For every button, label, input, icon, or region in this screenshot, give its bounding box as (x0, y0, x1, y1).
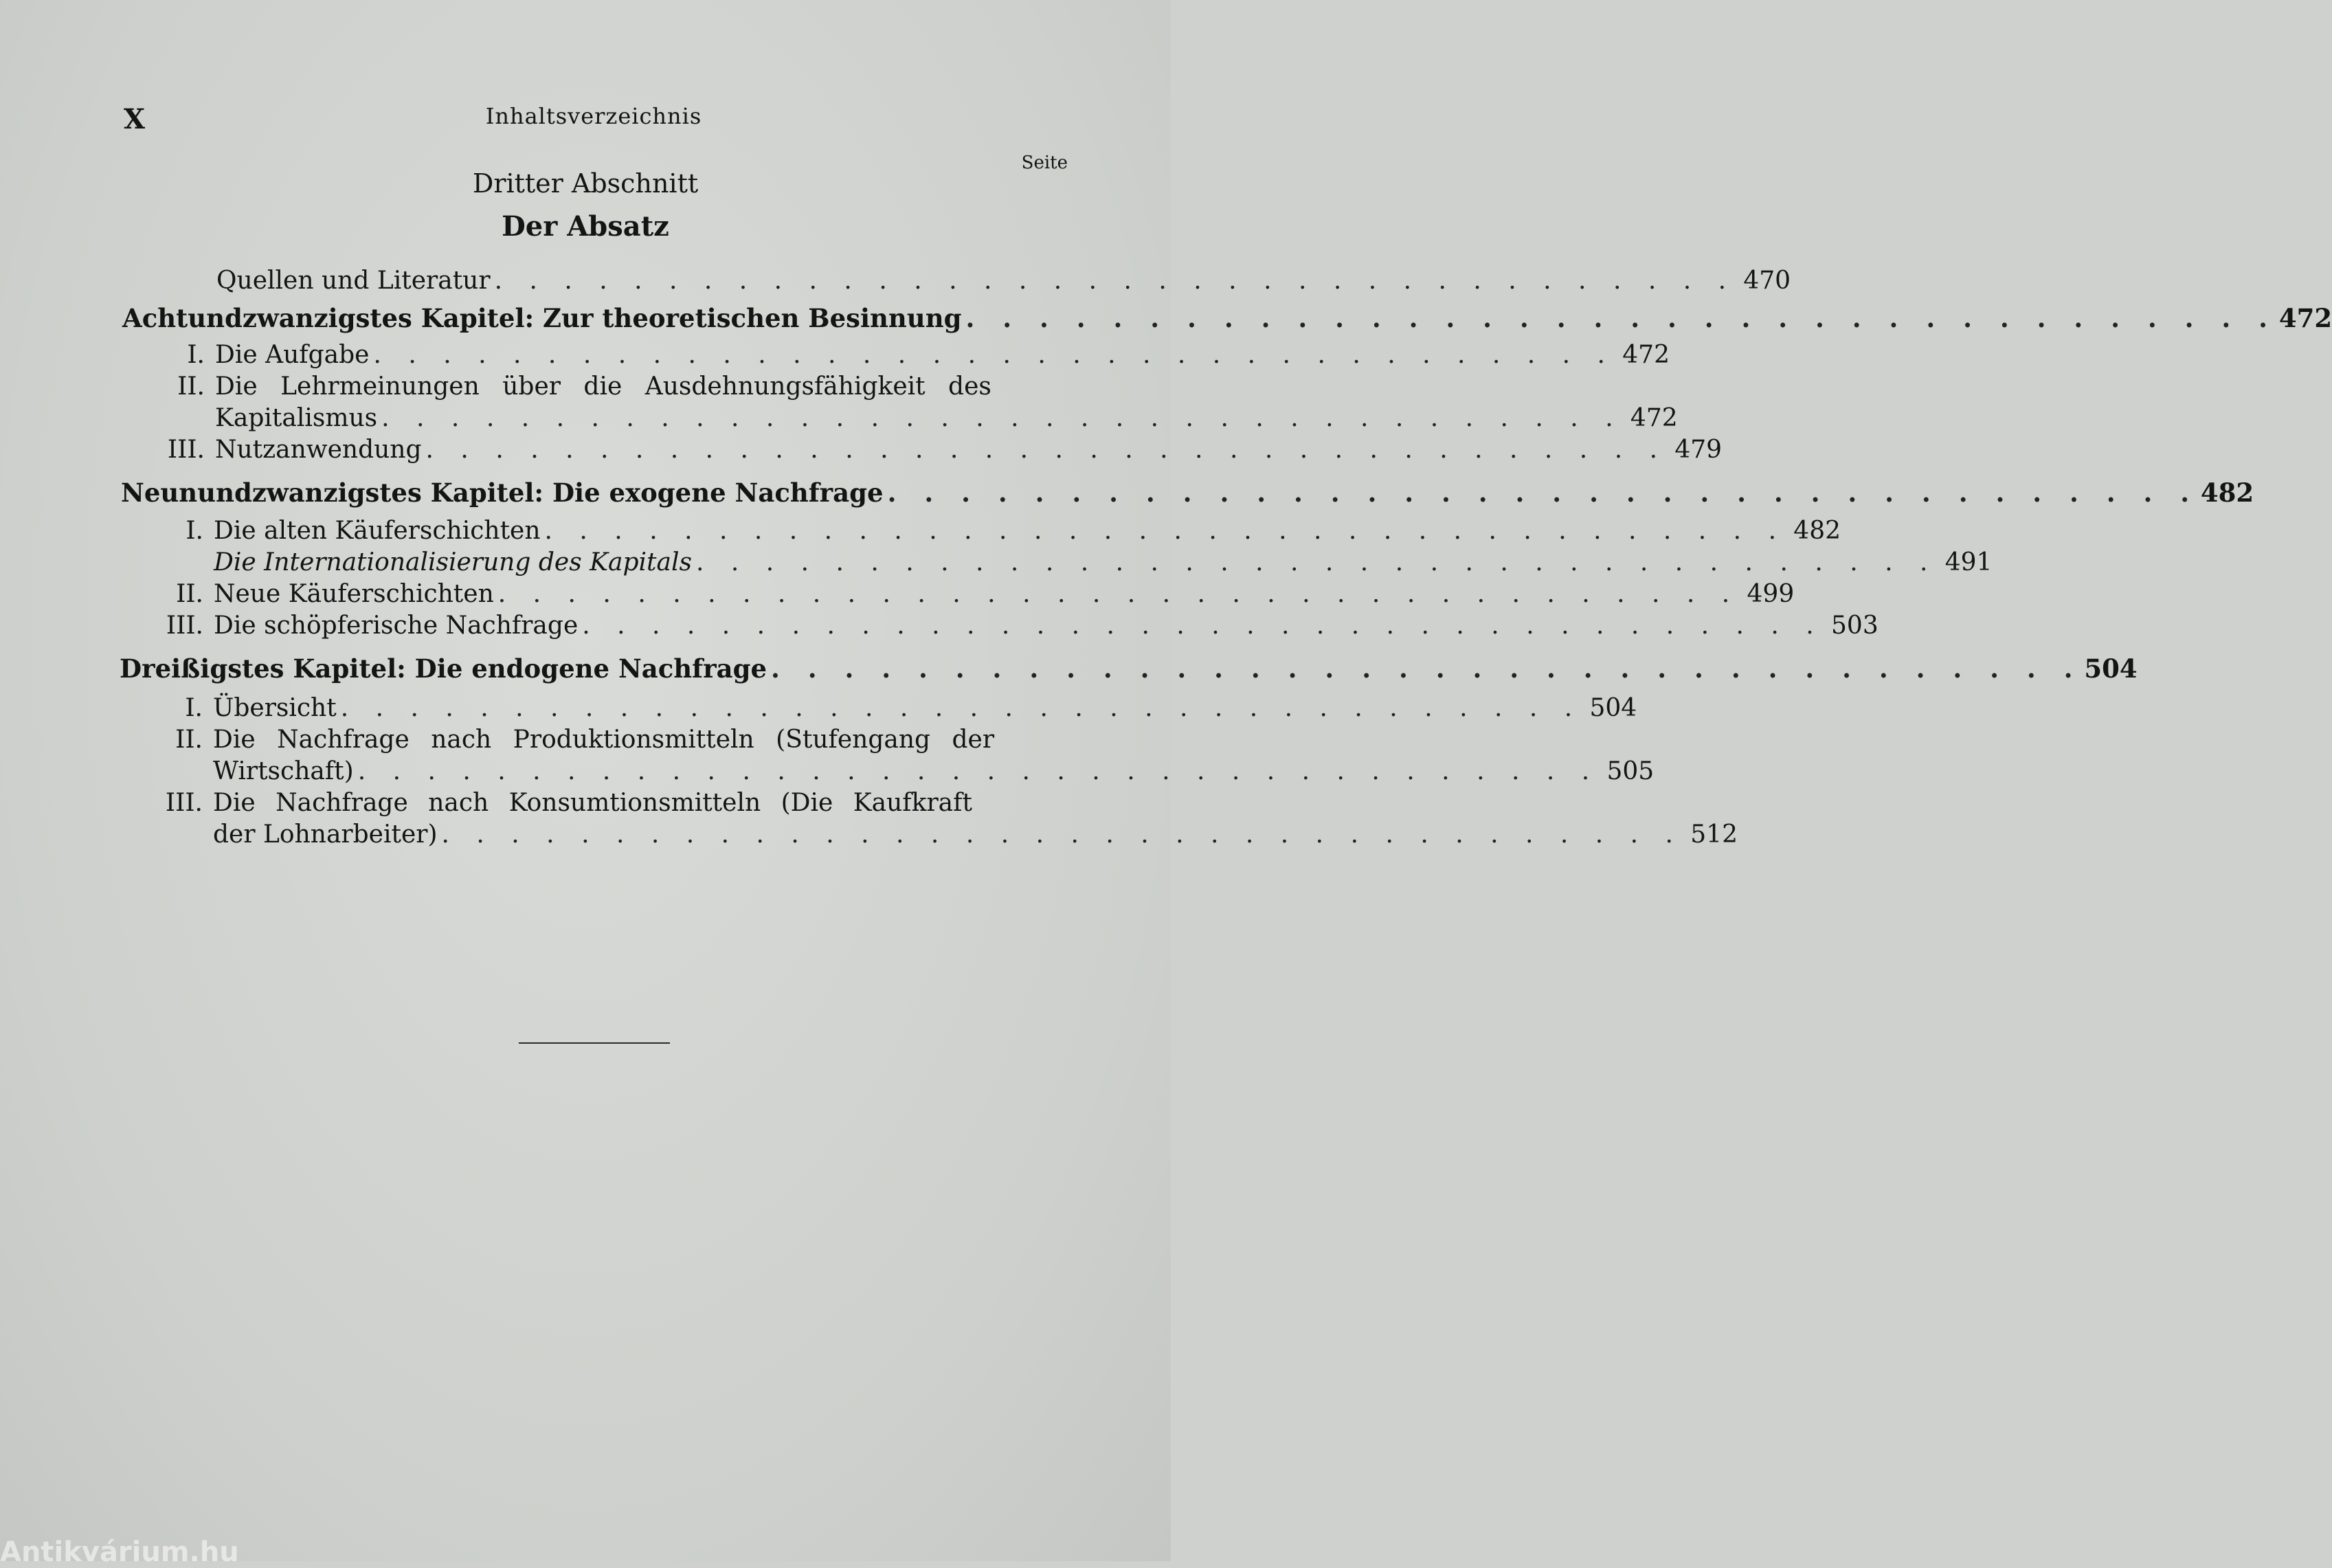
item-number: II. (177, 372, 205, 401)
toc-chapter-28[interactable] (122, 302, 2332, 334)
chapter-page: 482 (2200, 478, 2254, 508)
item-label: Die Aufgabe (215, 341, 370, 369)
toc-entry-label: Quellen und Literatur (216, 267, 491, 295)
toc-item[interactable] (213, 819, 1738, 851)
item-page: 512 (1690, 820, 1738, 849)
item-page: 479 (1674, 436, 1723, 464)
item-number: III. (166, 612, 203, 640)
item-number: III. (165, 789, 203, 817)
chapter-title: Neunundzwanzigstes Kapitel: Die exogene Nachfrage (121, 478, 884, 508)
item-page: 505 (1606, 757, 1655, 785)
dot-leader: . . . . . . . . . . . . . . . . . . . . . . . . . . . . . . . . . . . . (695, 548, 1938, 576)
toc-entry-page: 470 (1743, 267, 1791, 295)
dot-leader: . . . . . . . . . . . . . . . . . . . . . . . . . . . . . . . . . . . . (965, 303, 2278, 333)
item-label: Die Internationalisierung des Kapitals (214, 548, 692, 576)
item-page: 482 (1793, 517, 1841, 545)
toc-item[interactable] (214, 515, 1841, 547)
toc-entry-sources[interactable] (216, 265, 1791, 297)
item-label: Die schöpferische Nachfrage (214, 612, 579, 640)
item-page: 491 (1944, 548, 1993, 576)
item-label-line1: Die Nachfrage nach Produktionsmitteln (Stufengang der (213, 726, 995, 754)
toc-chapter-30[interactable] (120, 653, 2138, 684)
section-title: Der Absatz (502, 210, 669, 243)
item-page: 472 (1622, 341, 1670, 369)
dot-leader: . . . . . . . . . . . . . . . . . . . . . . . . . . . . . . . . . . . . (340, 694, 1582, 722)
toc-item[interactable] (213, 756, 1655, 787)
item-number: II. (176, 580, 203, 608)
dot-leader: . . . . . . . . . . . . . . . . . . . . . . . . . . . . . . . . . . . . (887, 478, 2199, 508)
dot-leader: . . . . . . . . . . . . . . . . . . . . . . . . . . . . . . . . . . . . (582, 612, 1824, 640)
toc-chapter-29[interactable] (121, 477, 2254, 508)
chapter-title: Dreißigstes Kapitel: Die endogene Nachfrage (120, 653, 767, 684)
toc-item[interactable] (215, 434, 1723, 466)
dot-leader: . . . . . . . . . . . . . . . . . . . . . . . . . . . . . . . . . . . . (770, 653, 2083, 684)
item-number: I. (187, 341, 205, 369)
item-page: 499 (1747, 580, 1795, 608)
end-rule (519, 1042, 670, 1044)
page-number: X (124, 103, 146, 135)
dot-leader: . . . . . . . . . . . . . . . . . . . . . . . . . . . . . . . . . . . . (497, 580, 1740, 608)
toc-item[interactable] (213, 693, 1637, 724)
dot-leader: . . . . . . . . . . . . . . . . . . . . . . . . . . . . . . . . . . . . (381, 404, 1623, 432)
dot-leader: . . . . . . . . . . . . . . . . . . . . . . . . . . . . . . . . . . . . (357, 757, 1600, 785)
page-column-label: Seite (1021, 153, 1068, 173)
item-page: 504 (1589, 694, 1637, 722)
item-page: 472 (1630, 404, 1678, 432)
item-number: II. (175, 726, 203, 754)
dot-leader: . . . . . . . . . . . . . . . . . . . . . . . . . . . . . . . . . . . . (373, 341, 1615, 369)
item-number: III. (167, 436, 205, 464)
dot-leader: . . . . . . . . . . . . . . . . . . . . . . . . . . . . . . . . . . . . (544, 517, 1786, 545)
running-title: Inhaltsverzeichnis (485, 103, 702, 129)
item-label: Nutzanwendung (215, 436, 422, 464)
item-label-line2: Kapitalismus (215, 404, 378, 432)
item-label: Übersicht (213, 694, 337, 722)
toc-item[interactable] (214, 579, 1795, 610)
chapter-title: Achtundzwanzigstes Kapitel: Zur theoretischen Besinnung (122, 303, 962, 333)
item-label-line1: Die Lehrmeinungen über die Ausdehnungsfähigkeit des (215, 372, 991, 401)
item-label-line2: Wirtschaft) (213, 757, 354, 785)
item-number: I. (186, 517, 203, 545)
chapter-page: 472 (2278, 303, 2332, 333)
dot-leader: . . . . . . . . . . . . . . . . . . . . . . . . . . . . . . . . . . . . (441, 820, 1683, 849)
toc-item[interactable] (215, 403, 1678, 434)
item-label: Neue Käuferschichten (214, 580, 494, 608)
watermark: Antikvárium.hu (0, 1536, 239, 1568)
toc-item[interactable] (214, 610, 1879, 642)
item-number: I. (185, 694, 203, 722)
dot-leader: . . . . . . . . . . . . . . . . . . . . . . . . . . . . . . . . . . . . (425, 436, 1668, 464)
section-label: Dritter Abschnitt (472, 168, 699, 199)
item-page: 503 (1831, 612, 1879, 640)
item-label: Die alten Käuferschichten (214, 517, 541, 545)
item-label-line2: der Lohnarbeiter) (213, 820, 438, 849)
chapter-page: 504 (2084, 653, 2138, 684)
item-label-line1: Die Nachfrage nach Konsumtionsmitteln (Die Kaufkraft (213, 789, 972, 817)
toc-item[interactable] (215, 339, 1670, 371)
dot-leader: . . . . . . . . . . . . . . . . . . . . . . . . . . . . . . . . . . . . (494, 267, 1736, 295)
toc-subitem[interactable] (214, 547, 1993, 579)
